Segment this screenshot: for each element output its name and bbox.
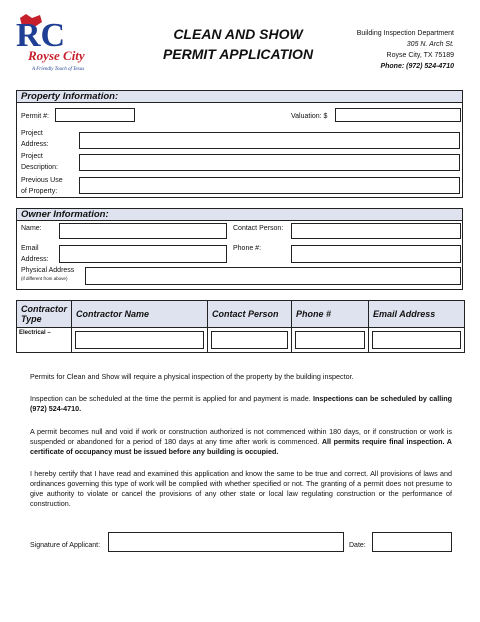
previous-use-label: [21, 175, 63, 197]
title-line-2: PERMIT APPLICATION: [162, 46, 314, 62]
previous-use-label-1: Previous Use: [21, 177, 63, 184]
electrical-name-field[interactable]: [75, 331, 204, 349]
col-contractor-name: Contractor Name: [72, 301, 208, 328]
electrical-email-cell: [369, 328, 465, 353]
project-description-label-2: Description:: [21, 164, 58, 171]
contractor-table: [16, 300, 465, 353]
project-description-label: [21, 151, 58, 173]
scheduling-bold-text: Inspections can be scheduled by calling (972) 524-4710.: [30, 394, 452, 413]
previous-use-label-2: of Property:: [21, 188, 58, 195]
electrical-email-field[interactable]: [372, 331, 461, 349]
scheduling-text: Inspection can be scheduled at the time the permit is applied for and payment is made.: [30, 394, 314, 403]
owner-name-field[interactable]: [59, 223, 227, 239]
department-name: Building Inspection Department: [356, 30, 454, 37]
department-info: [357, 28, 454, 72]
form-title: [158, 24, 318, 64]
date-label: Date:: [349, 542, 366, 549]
project-description-label-1: Project: [21, 153, 43, 160]
null-void-bold-text: All permits require final inspection. A certificate of occupancy must be issued before any building is occupied.: [30, 437, 452, 456]
col-contractor-type: Contractor Type: [17, 301, 72, 328]
logo-city: Royse City: [28, 48, 85, 63]
paragraph-certification: I hereby certify that I have read and examined this application and know the same to be true and correct. All provisions of laws and ordinances governing this type of work will be complied with whether specified or not. The granting of a permit does not presume to give authority to violate or cancel the provisions of any other state or local law regulating construction or the performance of construction.: [30, 469, 452, 508]
owner-email-label-2: Address:: [21, 256, 49, 263]
col-email: Email Address: [369, 301, 465, 328]
owner-email-label: [21, 243, 49, 265]
paragraph-scheduling: [30, 394, 452, 414]
signature-label: Signature of Applicant:: [30, 542, 101, 549]
department-address-1: 305 N. Arch St.: [406, 41, 454, 48]
electrical-phone-cell: [292, 328, 369, 353]
physical-address-note: (if different from above): [21, 276, 68, 281]
electrical-phone-field[interactable]: [295, 331, 365, 349]
date-field[interactable]: [372, 532, 452, 552]
owner-name-label: Name:: [21, 225, 42, 232]
department-address-2: Royse City, TX 75189: [386, 52, 454, 59]
owner-phone-field[interactable]: [291, 245, 461, 263]
project-address-label-1: Project: [21, 130, 43, 137]
logo-tagline: A Friendly Touch of Texas: [32, 67, 85, 72]
paragraph-null-void: [30, 427, 452, 457]
electrical-label: Electrical –: [17, 328, 72, 353]
owner-section: [16, 208, 463, 290]
permit-label: Permit #:: [21, 113, 50, 120]
col-phone: Phone #: [292, 301, 369, 328]
property-section: [16, 90, 463, 198]
royse-city-logo: [14, 12, 94, 74]
owner-email-field[interactable]: [59, 245, 227, 263]
contractor-row-electrical: [17, 328, 465, 353]
paragraph-inspection-required: Permits for Clean and Show will require a physical inspection of the property by the building inspector.: [30, 372, 354, 381]
department-phone: Phone: (972) 524-4710: [380, 63, 454, 70]
physical-address-label: Physical Address: [21, 267, 75, 274]
contact-person-field[interactable]: [291, 223, 461, 239]
contractor-header-row: [17, 301, 465, 328]
project-address-field[interactable]: [79, 132, 460, 149]
project-address-label-2: Address:: [21, 141, 49, 148]
project-description-field[interactable]: [79, 154, 460, 171]
contact-person-label: Contact Person:: [233, 225, 284, 232]
permit-field[interactable]: [55, 108, 135, 122]
col-contact-person: Contact Person: [208, 301, 292, 328]
electrical-contact-field[interactable]: [211, 331, 288, 349]
owner-phone-label: Phone #:: [233, 245, 262, 252]
logo-letters: RC: [16, 17, 66, 54]
owner-email-label-1: Email: [21, 245, 39, 252]
owner-heading: Owner Information:: [17, 209, 462, 221]
electrical-name-cell: [72, 328, 208, 353]
property-heading: Property Information:: [17, 91, 462, 103]
physical-address-field[interactable]: [85, 267, 461, 285]
signature-field[interactable]: [108, 532, 344, 552]
electrical-contact-cell: [208, 328, 292, 353]
title-line-1: CLEAN AND SHOW: [173, 26, 303, 42]
project-address-label: [21, 128, 49, 150]
valuation-field[interactable]: [335, 108, 461, 122]
previous-use-field[interactable]: [79, 177, 460, 194]
valuation-label: Valuation: $: [291, 113, 328, 120]
null-void-text: A permit becomes null and void if work or construction authorized is not commenced within 180 days, or if construction or work is suspended or abandoned for a period of 180 days at any time after work is commenced.: [30, 427, 452, 446]
